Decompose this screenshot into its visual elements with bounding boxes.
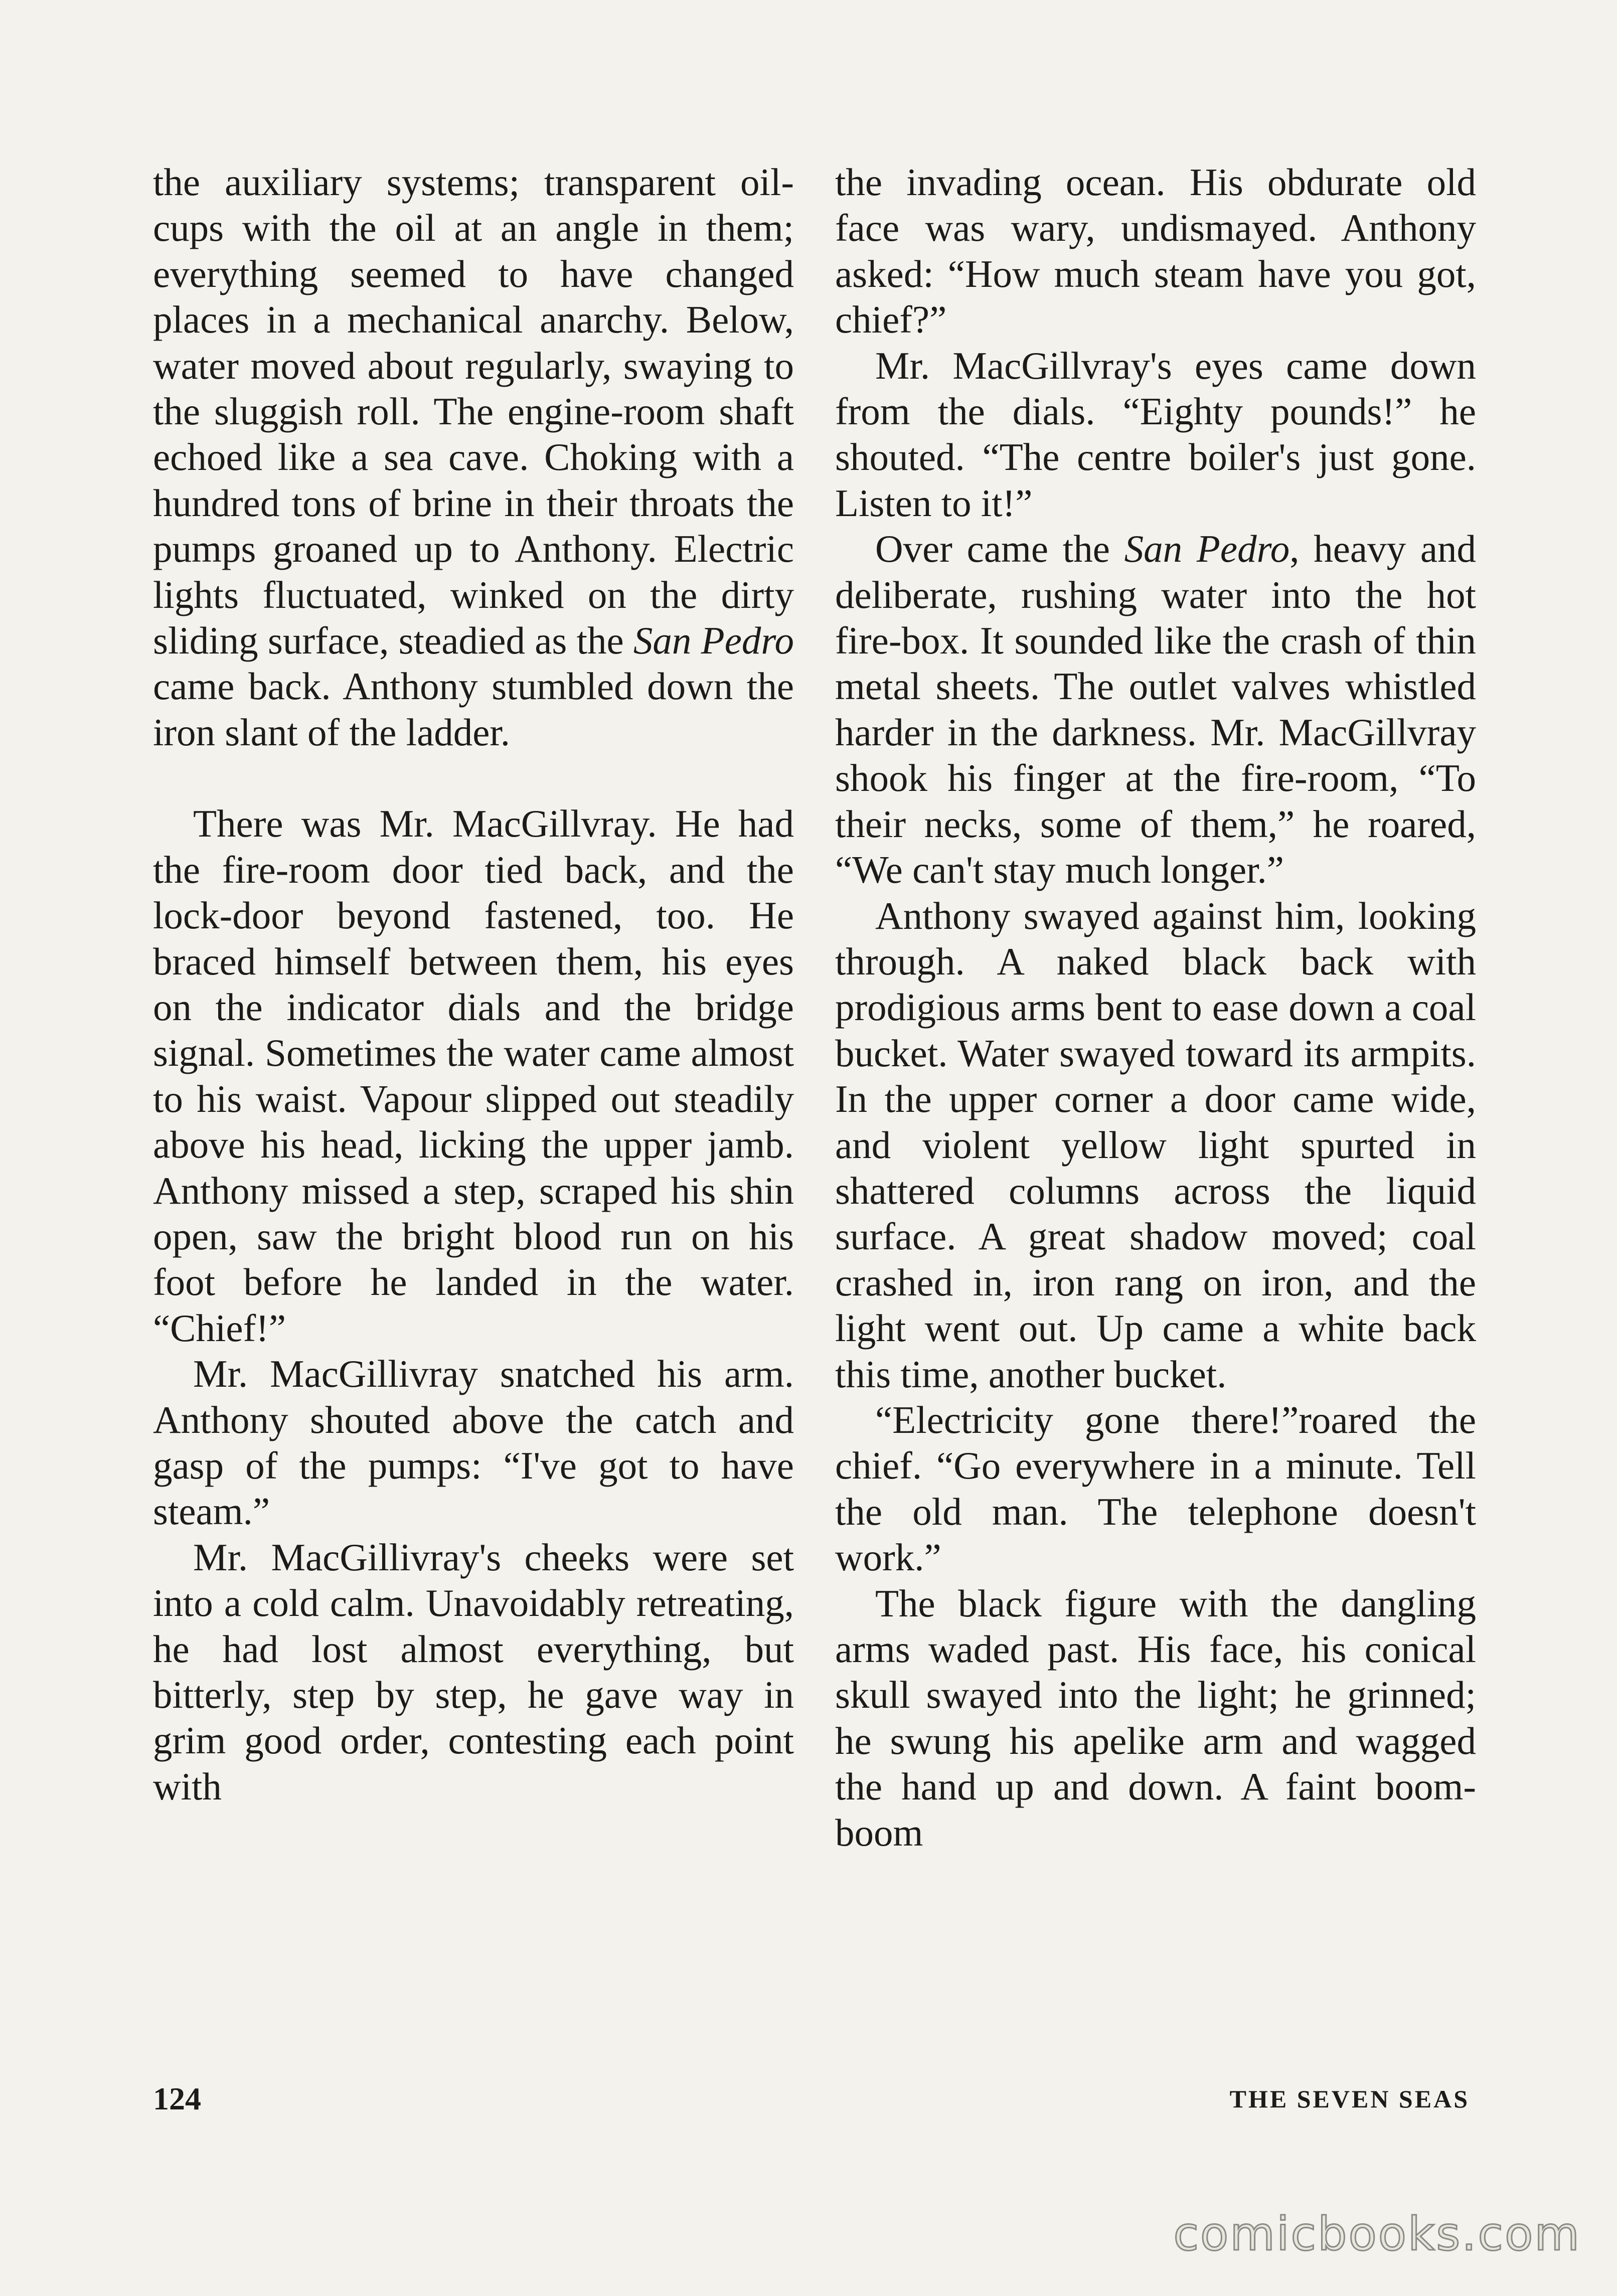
page-number: 124 [153, 2081, 201, 2116]
watermark: comicbooks.com [1173, 2207, 1581, 2261]
paragraph [835, 1397, 1476, 1581]
left-column [153, 159, 794, 1810]
paragraph-text: cal anarchy. Below, water moved about regularly, swaying to the sluggish roll. The engine-room shaft echoed like a sea cave. Choking with a hundred tons of brine in their throats the pumps groaned up to Anthony. Electric lights fluctuated, winked on the dirty sliding surface, steadied as the [153, 298, 794, 663]
paragraph [153, 1535, 794, 1810]
paragraph-text: The black figure with the dangling arms waded past. His face, his conical skull swayed into the light; he grinned; he swung his apelike arm and wagged the hand up and down. A faint boom-boom [835, 1581, 1476, 1854]
paragraph-text: came back. Anthony stumbled down the iron slant of the ladder. [153, 665, 794, 754]
paragraph [835, 893, 1476, 1397]
paragraph-text: the invading ocean. His obdurate old face was wary, undismayed. Anthony asked: “How much steam have you got, chief?” [835, 160, 1476, 342]
italic-text: San Pedro [633, 619, 794, 663]
section-break [153, 755, 794, 801]
paragraph-text: Anthony swayed against him, looking through. A naked black back with prodigious arms bent to ease down a coal bucket. Water swayed toward its armpits. In the upper corner a door came wide, and violent yellow light spurted in shattered columns across the liquid surface. A great shadow moved; coal crashed in, iron rang on iron, and the light went out. Up came a white back this time, another bucket. [835, 894, 1476, 1396]
paragraph-text: There was Mr. MacGillvray. He had the fire-room door tied back, and the lock-door beyond fastened, too. He braced himself between them, his eyes on the indicator dials and the bridge signal. Sometimes the water came almost to his waist. Vapour slipped out steadily above his head, licking the upper jamb. Anthony missed a step, scraped his shin open, saw the bright blood run on his foot before he landed in the water. “Chief!” [153, 802, 794, 1350]
paragraph-text: the auxiliary systems; transparent oil-cups with the oil at an angle in them; everything seemed to have changed places in a mechani [153, 160, 794, 342]
paragraph [835, 1581, 1476, 1856]
paragraph-text: Over came the [875, 527, 1124, 571]
paragraph-text: Mr. MacGillivray's cheeks were set into a cold calm. Unavoidably retreating, he had lost almost everything, but bitterly, step by step, he gave way in grim good order, contesting each point with [153, 1535, 794, 1808]
paragraph-text: Mr. MacGillivray snatched his arm. Anthony shouted above the catch and gasp of the pumps: “I've got to have steam.” [153, 1352, 794, 1533]
paragraph-text: , heavy and deliberate, rushing water into the hot fire-box. It sounded like the crash of thin metal sheets. The outlet valves whistled harder in the darkness. Mr. MacGillvray shook his finger at the fire-room, “To their necks, some of them,” he roared, “We can't stay much longer.” [835, 527, 1477, 892]
right-column [835, 159, 1476, 1856]
paragraph [835, 159, 1476, 343]
italic-text: San Pedro [1124, 527, 1290, 571]
paragraph [835, 526, 1476, 893]
paragraph [835, 343, 1476, 527]
running-head: THE SEVEN SEAS [1229, 2085, 1470, 2113]
paragraph [153, 801, 794, 1351]
paragraph [153, 159, 794, 755]
paragraph [153, 1351, 794, 1535]
paragraph-text: Mr. MacGillvray's eyes came down from the dials. “Eighty pounds!” he shouted. “The centre boiler's just gone. Listen to it!” [835, 344, 1476, 525]
paragraph-text: “Electricity gone there!”roared the chief. “Go everywhere in a minute. Tell the old man. The telephone doesn't work.” [835, 1398, 1476, 1579]
